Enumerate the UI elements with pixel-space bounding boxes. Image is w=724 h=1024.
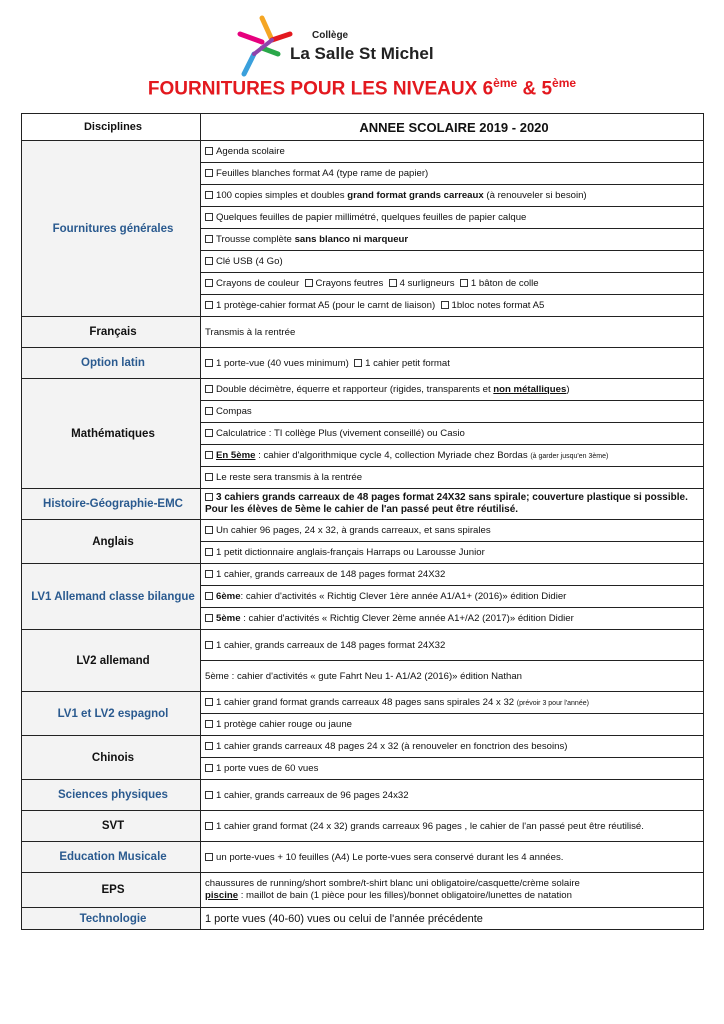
discipline-lv2-allemand: LV2 allemand: [22, 630, 201, 692]
table-row: [22, 736, 704, 758]
list-item: [201, 401, 704, 423]
table-row: [22, 489, 704, 520]
checkbox-icon: [441, 301, 449, 309]
title-sup-5: ème: [552, 76, 577, 90]
checkbox-icon: [205, 641, 213, 649]
col-year-header: ANNEE SCOLAIRE 2019 - 2020: [201, 114, 704, 141]
list-item: [201, 445, 704, 467]
table-row: [22, 908, 704, 930]
list-item: [201, 811, 704, 842]
list-item: [201, 586, 704, 608]
list-item: [201, 141, 704, 163]
list-item: [201, 467, 704, 489]
item-bold: non métalliques: [493, 384, 567, 395]
checkbox-icon: [205, 301, 213, 309]
item-text: Un cahier 96 pages, 24 x 32, à grands carreaux, et sans spirales: [216, 525, 491, 536]
table-row: [22, 842, 704, 873]
table-row: [22, 564, 704, 586]
table-row: [22, 348, 704, 379]
discipline-latin: Option latin: [22, 348, 201, 379]
item-text: 1 cahier, grands carreaux de 96 pages 24x32: [216, 789, 409, 801]
discipline-physique: Sciences physiques: [22, 780, 201, 811]
item-text: 1 cahier, grands carreaux de 148 pages format 24X32: [216, 639, 446, 651]
item-text: un porte-vues + 10 feuilles (A4) Le porte-vues sera conservé durant les 4 années.: [216, 851, 564, 863]
item-text: 1 cahier, grands carreaux de 148 pages format 24X32: [216, 569, 446, 580]
item-text: Double décimètre, équerre et rapporteur (rigides, transparents et: [216, 384, 494, 395]
school-name: La Salle St Michel: [290, 44, 434, 63]
item-text: 1 bâton de colle: [470, 278, 539, 289]
checkbox-icon: [205, 548, 213, 556]
checkbox-icon: [205, 526, 213, 534]
checkbox-icon: [205, 493, 213, 501]
item-bold: 5ème: [216, 613, 241, 624]
col-disciplines-header: Disciplines: [22, 114, 201, 141]
discipline-technologie: Technologie: [22, 908, 201, 930]
list-item: [201, 842, 704, 873]
item-text: : cahier d'activités « Richtig Clever 2ème année A1+/A2 (2017)» édition Didier: [240, 613, 574, 624]
item-text: 1 porte vues de 60 vues: [216, 763, 319, 774]
item-text: 1bloc notes format A5: [451, 300, 545, 311]
list-item: [201, 780, 704, 811]
list-item: [201, 608, 704, 630]
checkbox-icon: [205, 257, 213, 265]
item-text: Feuilles blanches format A4 (type rame de papier): [216, 168, 429, 179]
list-item: 5ème : cahier d'activités « gute Fahrt Neu 1- A1/A2 (2016)» édition Nathan: [201, 661, 704, 692]
discipline-lv1-allemand: LV1 Allemand classe bilangue: [22, 564, 201, 630]
item-note: (prévoir 3 pour l'année): [516, 700, 589, 707]
list-item: [201, 163, 704, 185]
checkbox-icon: [205, 742, 213, 750]
item-text: 3 cahiers grands carreaux de 48 pages format 24X32 sans spirale; couverture plastique si possible. Pour les élèves de 5ème le cahier de l'an passé peut être réutilisé.: [205, 492, 688, 515]
checkbox-icon: [205, 570, 213, 578]
list-item: [201, 630, 704, 661]
item-text: : cahier d'activités « Richtig Clever 1ère année A1/A1+ (2016)» édition Didier: [240, 591, 567, 602]
checkbox-icon: [205, 853, 213, 861]
supplies-table: [21, 113, 704, 930]
list-item: [201, 295, 704, 317]
table-row: [22, 780, 704, 811]
table-row: [22, 630, 704, 661]
item-text: Agenda scolaire: [216, 146, 285, 157]
item-text: Crayons de couleur: [216, 278, 300, 289]
school-logo: [232, 14, 432, 84]
checkbox-icon: [205, 451, 213, 459]
title-amp: & 5: [517, 78, 553, 100]
item-bold: piscine: [205, 890, 239, 901]
discipline-histoire: Histoire-Géographie-EMC: [22, 489, 201, 520]
item-bold: grand format grands carreaux: [347, 190, 484, 201]
list-item: [201, 379, 704, 401]
discipline-anglais: Anglais: [22, 520, 201, 564]
item-text: : cahier d'algorithmique cycle 4, collection Myriade chez Bordas: [255, 450, 531, 461]
list-item: Transmis à la rentrée: [201, 317, 704, 348]
list-item: [201, 273, 704, 295]
checkbox-icon: [205, 407, 213, 415]
title-main: FOURNITURES POUR LES NIVEAUX 6: [147, 78, 494, 100]
item-text: 1 protège-cahier format A5 (pour le carnt de liaison): [216, 300, 436, 311]
list-item: [201, 251, 704, 273]
checkbox-icon: [205, 169, 213, 177]
checkbox-icon: [205, 213, 213, 221]
table-row: [22, 379, 704, 401]
discipline-svt: SVT: [22, 811, 201, 842]
list-item: [201, 423, 704, 445]
item-text: Trousse complète: [216, 234, 295, 245]
discipline-chinois: Chinois: [22, 736, 201, 780]
checkbox-icon: [205, 429, 213, 437]
item-text: Compas: [216, 406, 252, 417]
checkbox-icon: [389, 279, 397, 287]
item-text: Calculatrice : TI collège Plus (vivement conseillé) ou Casio: [216, 428, 465, 439]
item-text: 1 protège cahier rouge ou jaune: [216, 719, 353, 730]
item-bold: 6ème: [216, 591, 241, 602]
list-item: [201, 348, 704, 379]
page-title: [0, 76, 724, 100]
checkbox-icon: [205, 191, 213, 199]
list-item: [201, 564, 704, 586]
checkbox-icon: [205, 720, 213, 728]
checkbox-icon: [205, 359, 213, 367]
table-row: [22, 317, 704, 348]
item-text: 100 copies simples et doubles: [216, 190, 348, 201]
item-text: Le reste sera transmis à la rentrée: [216, 472, 363, 483]
list-item: [201, 542, 704, 564]
list-item: [201, 692, 704, 714]
item-text: Crayons feutres: [315, 278, 384, 289]
item-text: ): [566, 384, 570, 395]
item-text: chaussures de running/short sombre/t-shirt blanc uni obligatoire/casquette/crème solaire: [205, 878, 580, 889]
table-header-row: [22, 114, 704, 141]
item-text: 1 cahier grand format (24 x 32) grands carreaux 96 pages , le cahier de l'an passé peut être réutilisé.: [216, 820, 644, 832]
table-row: [22, 692, 704, 714]
discipline-espagnol: LV1 et LV2 espagnol: [22, 692, 201, 736]
item-text: Clé USB (4 Go): [216, 256, 283, 267]
checkbox-icon: [205, 822, 213, 830]
item-bold: En 5ème: [216, 450, 256, 461]
item-text: 1 porte-vue (40 vues minimum): [216, 357, 349, 369]
list-item: [201, 489, 704, 520]
item-text: : maillot de bain (1 pièce pour les filles)/bonnet obligatoire/lunettes de natation: [238, 890, 572, 901]
checkbox-icon: [205, 385, 213, 393]
item-text: 1 cahier petit format: [365, 357, 450, 369]
list-item: [201, 736, 704, 758]
list-item: [201, 185, 704, 207]
checkbox-icon: [205, 764, 213, 772]
list-item: 1 porte vues (40-60) vues ou celui de l'année précédente: [201, 908, 704, 930]
checkbox-icon: [205, 791, 213, 799]
list-item: [201, 229, 704, 251]
checkbox-icon: [460, 279, 468, 287]
title-sup-6: ème: [493, 76, 518, 90]
list-item: [201, 758, 704, 780]
item-text: 1 cahier grands carreaux 48 pages 24 x 32 (à renouveler en fonctrion des besoins): [216, 741, 568, 752]
checkbox-icon: [205, 698, 213, 706]
checkbox-icon: [205, 235, 213, 243]
table-row: [22, 811, 704, 842]
college-label: Collège: [312, 30, 349, 41]
list-item: [201, 873, 704, 908]
checkbox-icon: [205, 147, 213, 155]
checkbox-icon: [354, 359, 362, 367]
item-text: 1 cahier grand format grands carreaux 48 pages sans spirales 24 x 32: [216, 697, 517, 708]
checkbox-icon: [205, 592, 213, 600]
list-item: [201, 714, 704, 736]
list-item: [201, 207, 704, 229]
discipline-fournitures: Fournitures générales: [22, 141, 201, 317]
item-bold: sans blanco ni marqueur: [294, 234, 409, 245]
discipline-francais: Français: [22, 317, 201, 348]
table-row: [22, 873, 704, 908]
checkbox-icon: [305, 279, 313, 287]
checkbox-icon: [205, 614, 213, 622]
discipline-maths: Mathématiques: [22, 379, 201, 489]
discipline-musique: Education Musicale: [22, 842, 201, 873]
checkbox-icon: [205, 279, 213, 287]
table-row: [22, 520, 704, 542]
item-text: Quelques feuilles de papier millimétré, quelques feuilles de papier calque: [216, 212, 527, 223]
item-text: 1 petit dictionnaire anglais-français Harraps ou Larousse Junior: [216, 547, 485, 558]
checkbox-icon: [205, 473, 213, 481]
discipline-eps: EPS: [22, 873, 201, 908]
item-text: 4 surligneurs: [399, 278, 455, 289]
table-row: [22, 141, 704, 163]
item-note: (à garder jusqu'en 3ème): [530, 453, 609, 460]
item-text: (à renouveler si besoin): [483, 190, 587, 201]
list-item: [201, 520, 704, 542]
